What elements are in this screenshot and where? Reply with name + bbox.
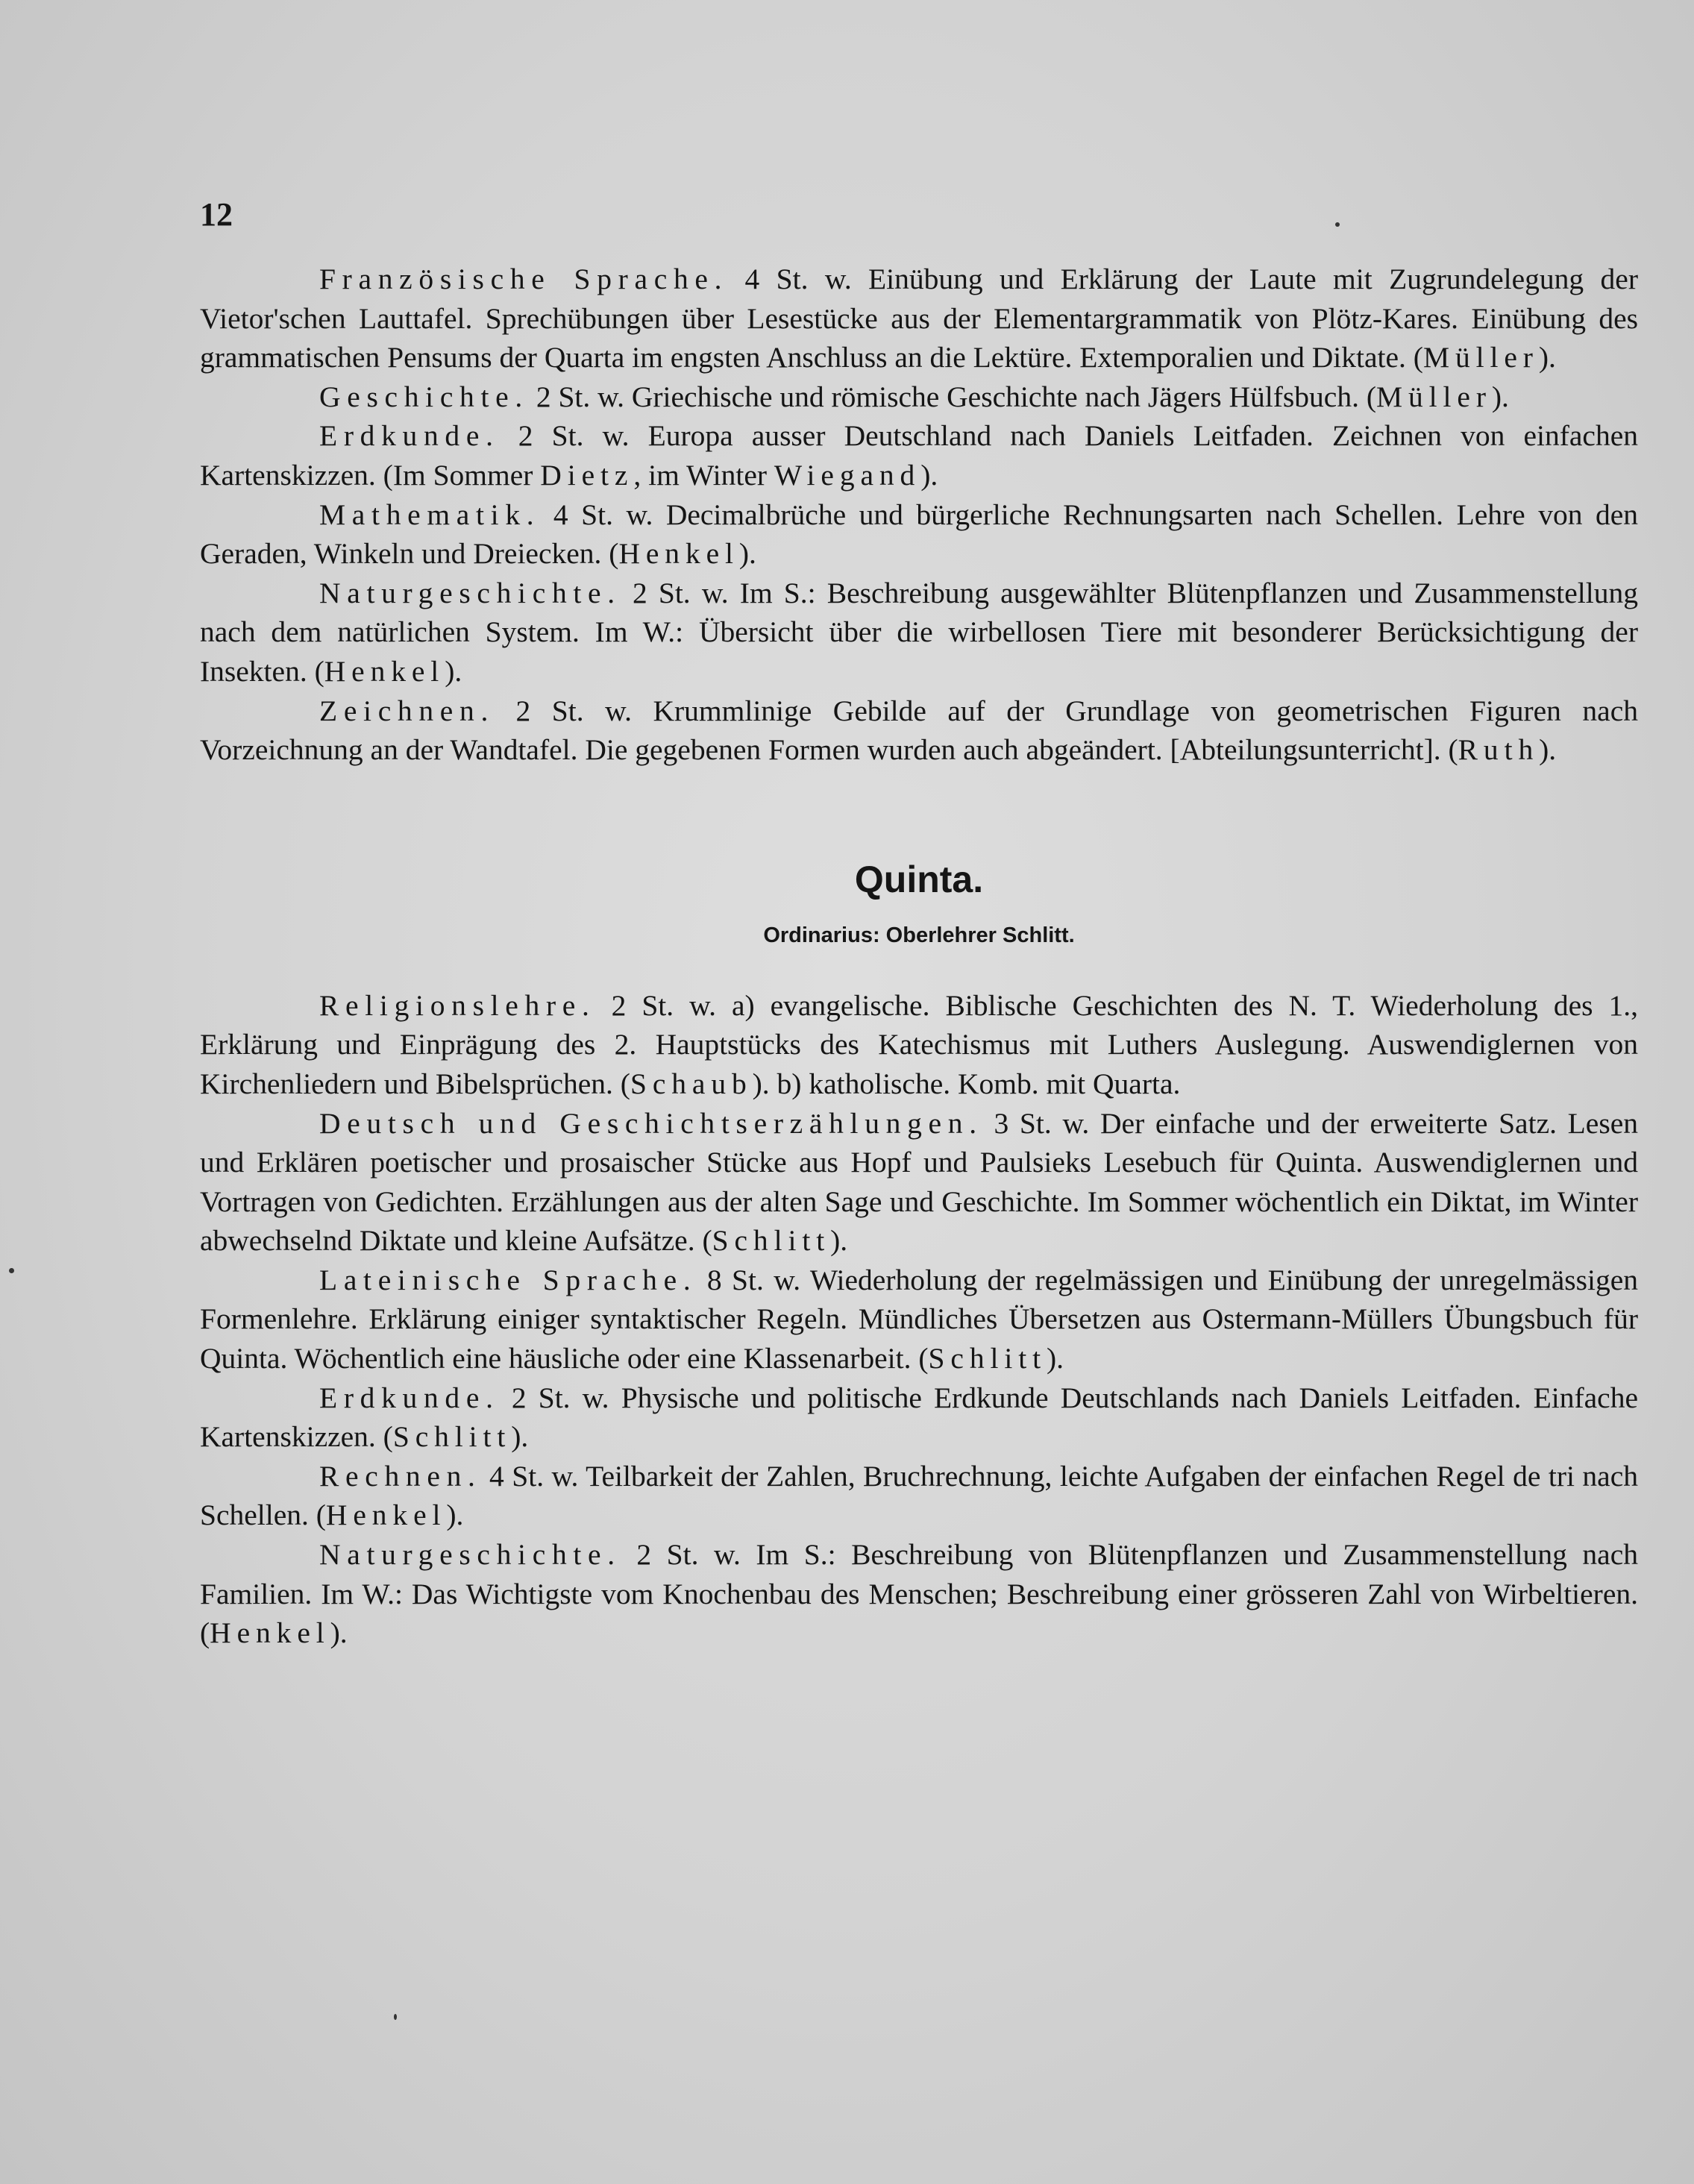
paragraph-tail: ). xyxy=(446,1499,464,1532)
scan-speck xyxy=(1335,222,1340,227)
paragraph-tail: ). xyxy=(1046,1342,1064,1375)
paragraph-text: 4 St. w. Decimalbrüche und bürgerliche Rechnungsarten nach Schellen. Lehre von den Geraden, Winkeln und Dreiecken. ( xyxy=(200,498,1638,571)
paragraph-erdkunde xyxy=(200,416,1638,495)
page-number: 12 xyxy=(200,196,233,233)
paragraph-naturgeschichte xyxy=(200,574,1638,691)
subject-heading: Erdkunde. xyxy=(319,1381,500,1414)
teacher-name: Schlitt xyxy=(712,1224,831,1258)
teacher-name: Wiegand xyxy=(774,458,921,492)
paragraph-text: 4 St. w. Teilbarkeit der Zahlen, Bruchrechnung, leichte Aufgaben der einfachen Regel de tri nach Schellen. ( xyxy=(200,1459,1638,1532)
teacher-name: Schlitt xyxy=(392,1420,512,1454)
paragraph-tail: ). xyxy=(1538,341,1556,374)
paragraph-text: 2 St. w. Krummlinige Gebilde auf der Grundlage von geometrischen Figuren nach Vorzeichnung an der Wandtafel. Die gegebenen Formen wurden auch abgeändert. [Abteilungsunterricht]. ( xyxy=(200,694,1638,767)
subject-heading: Religionslehre. xyxy=(319,988,596,1022)
paragraph-erdkunde-quinta xyxy=(200,1378,1638,1457)
subject-heading: Zeichnen. xyxy=(319,694,495,727)
ordinarius-line: Ordinarius: Oberlehrer Schlitt. xyxy=(763,923,1075,947)
teacher-name: Ruth xyxy=(1458,733,1540,767)
teacher-name: Henkel xyxy=(325,1499,447,1532)
paragraph-mathematik xyxy=(200,495,1638,574)
teacher-name: Schlitt xyxy=(928,1342,1047,1375)
subject-heading: Mathematik. xyxy=(319,498,541,531)
teacher-name: Henkel xyxy=(324,654,445,688)
subject-heading: Erdkunde. xyxy=(319,419,500,453)
paragraph-text: 2 St. w. Physische und politische Erdkunde Deutschlands nach Daniels Leitfaden. Einfache Kartenskizzen. ( xyxy=(200,1381,1638,1454)
paragraph-tail: ). xyxy=(830,1224,848,1258)
scan-speck xyxy=(9,1268,14,1273)
paragraph-deutsch xyxy=(200,1104,1638,1261)
section-title-quinta: Quinta. xyxy=(854,858,984,900)
paragraph-tail: ). xyxy=(738,537,756,571)
paragraph-text: 2 St. w. Europa ausser Deutschland nach Daniels Leitfaden. Zeichnen von einfachen Kartenskizzen. (Im Sommer xyxy=(200,419,1638,492)
paragraph-text: 8 St. w. Wiederholung der regelmässigen und Einübung der unregelmässigen Formenlehre. Erklärung einiger syntaktischer Regeln. Mündliches Übersetzen aus Ostermann-Müllers Übungsbuch für Quinta. Wöchentlich eine häusliche oder eine Klassenarbeit. ( xyxy=(200,1263,1638,1375)
paragraph-religionslehre xyxy=(200,986,1638,1104)
paragraph-tail: ). b) katholische. Komb. mit Quarta. xyxy=(752,1067,1181,1100)
subject-heading: Naturgeschichte. xyxy=(319,1538,621,1572)
paragraph-rechnen xyxy=(200,1457,1638,1535)
teacher-name: Müller xyxy=(1375,380,1492,413)
paragraph-text: 2 St. w. a) evangelische. Biblische Geschichten des N. T. Wiederholung des 1., Erklärung und Einprägung des 2. Hauptstücks des Katechismus mit Luthers Auslegung. Auswendiglernen von Kirchenliedern und Bibelsprüchen. ( xyxy=(200,988,1638,1100)
paragraph-latein xyxy=(200,1261,1638,1378)
paragraph-text: 4 St. w. Einübung und Erklärung der Laute mit Zugrundelegung der Vietor'schen Lauttafel. Sprechübungen über Lesestücke aus der Elementargrammatik von Plötz-Kares. Einübung des grammatischen Pensums der Quarta im engsten Anschluss an die Lektüre. Extemporalien und Diktate. ( xyxy=(200,263,1638,374)
paragraph-zeichnen xyxy=(200,691,1638,770)
subject-heading: Naturgeschichte. xyxy=(319,576,621,609)
paragraph-text: 2 St. w. Im S.: Beschreibung von Blütenpflanzen und Zusammenstellung nach Familien. Im W.: Das Wichtigste vom Knochenbau des Menschen; Beschreibung einer grösseren Zahl von Wirbeltieren. ( xyxy=(200,1538,1638,1650)
paragraph-naturgeschichte-quinta xyxy=(200,1535,1638,1653)
paragraph-mid: , im Winter xyxy=(633,458,774,492)
paragraph-tail: ). xyxy=(445,654,462,688)
subject-heading: Lateinische Sprache. xyxy=(319,1263,697,1296)
teacher-name: Dietz xyxy=(540,458,634,492)
paragraph-text: 2 St. w. Im S.: Beschreibung ausgewählter Blütenpflanzen und Zusammenstellung nach dem natürlichen System. Im W.: Übersicht über die wirbellosen Tiere mit besonderer Berücksichtigung der Insekten. ( xyxy=(200,576,1638,688)
paragraph-tail: ). xyxy=(330,1616,348,1650)
subject-heading: Französische Sprache. xyxy=(319,263,729,295)
paragraph-tail: ). xyxy=(920,458,938,492)
paragraph-tail: ). xyxy=(511,1420,529,1454)
paragraph-tail: ). xyxy=(1539,733,1557,767)
paragraph-geschichte xyxy=(200,377,1638,417)
teacher-name: Henkel xyxy=(618,537,739,571)
paragraph-text: 3 St. w. Der einfache und der erweiterte Satz. Lesen und Erklären poetischer und prosaischer Stücke aus Hopf und Paulsieks Lesebuch für Quinta. Auswendiglernen und Vortragen von Gedichten. Erzählungen aus der alten Sage und Geschichte. Im Sommer wöchentlich ein Diktat, im Winter abwechselnd Diktate und kleine Aufsätze. ( xyxy=(200,1106,1638,1258)
subject-heading: Geschichte. xyxy=(319,380,529,413)
subject-heading: Rechnen. xyxy=(319,1459,482,1493)
scan-speck xyxy=(394,2014,397,2020)
paragraph-tail: ). xyxy=(1491,380,1509,413)
teacher-name: Müller xyxy=(1422,341,1539,374)
text-column xyxy=(200,260,1638,1653)
teacher-name: Schaub xyxy=(630,1067,753,1100)
paragraph-franzoesisch xyxy=(200,260,1638,377)
teacher-name: Henkel xyxy=(210,1616,330,1650)
paragraph-text: 2 St. w. Griechische und römische Geschichte nach Jägers Hülfsbuch. ( xyxy=(528,380,1376,413)
subject-heading: Deutsch und Geschichtserzählungen. xyxy=(319,1106,983,1140)
